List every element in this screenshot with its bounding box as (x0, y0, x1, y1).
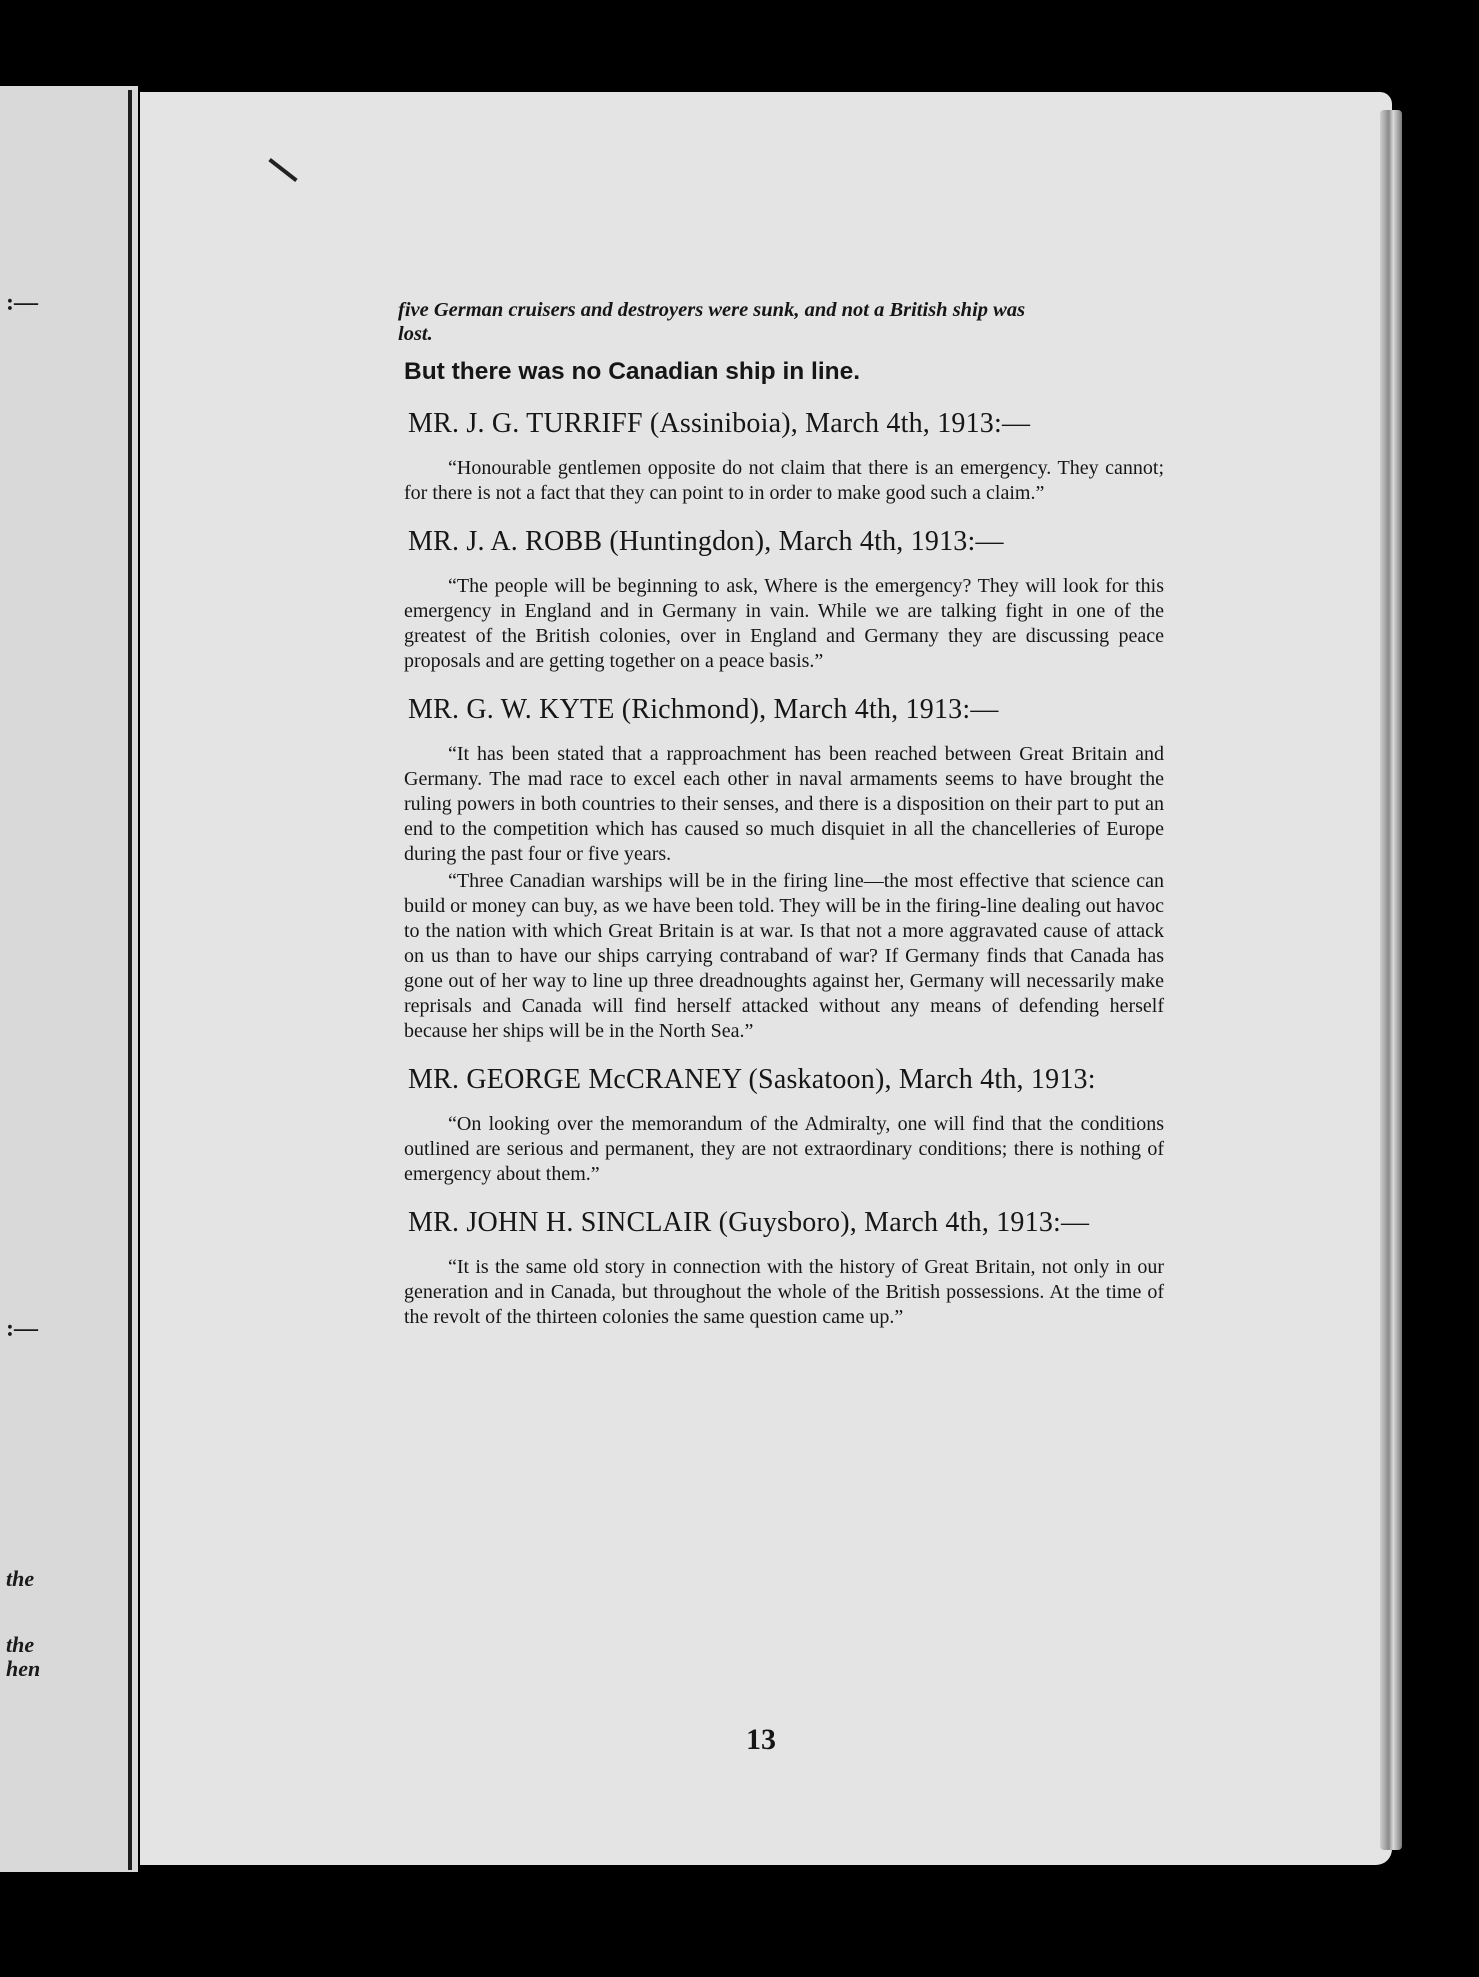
lead-statement: But there was no Canadian ship in line. (404, 358, 861, 385)
facing-page-fragments (0, 0, 138, 1977)
quotations (398, 408, 1198, 1330)
page-stack-edge (1380, 110, 1402, 1850)
speaker-heading: MR. G. W. KYTE (Richmond), March 4th, 1913:— (408, 694, 999, 725)
continued-text-line: lost. (398, 323, 433, 345)
speaker-heading: MR. GEORGE McCRANEY (Saskatoon), March 4th, 1913: (408, 1064, 1096, 1095)
facing-page-fragment: :— (6, 290, 38, 316)
speaker-heading: MR. J. A. ROBB (Huntingdon), March 4th, 1913:— (408, 526, 1004, 557)
quote-paragraph: “On looking over the memorandum of the Admiralty, one will find that the conditions outlined are serious and permanent, they are not extraordinary conditions; there is nothing of emergency about them.” (404, 1113, 1164, 1185)
page-number: 13 (746, 1723, 776, 1756)
quote-paragraph: “The people will be beginning to ask, Where is the emergency? They will look for this emergency in England and in Germany in vain. While we are talking fight in one of the greatest of the British colonies, over in England and Germany they are discussing peace proposals and are getting together on a peace basis.” (404, 575, 1164, 672)
page-body (398, 298, 1198, 1350)
speaker-heading: MR. J. G. TURRIFF (Assiniboia), March 4th, 1913:— (408, 408, 1031, 439)
continued-text-line: five German cruisers and destroyers were sunk, and not a British ship was (398, 299, 1026, 321)
facing-page-fragment: hen (6, 1656, 41, 1681)
quote-paragraph: “Three Canadian warships will be in the firing line—the most effective that science can build or money can buy, as we have been told. They will be in the firing-line dealing out havoc to the nation with which Great Britain is at war. Is that not a more aggravated cause of attack on us than to have our ships carrying contraband of war? If Germany finds that Canada has gone out of her way to line up three dreadnoughts against her, Germany will necessarily make reprisals and Canada will find herself attacked without any means of defending herself because her ships will be in the North Sea.” (404, 870, 1164, 1042)
continued-text (398, 298, 1198, 346)
speaker-heading: MR. JOHN H. SINCLAIR (Guysboro), March 4th, 1913:— (408, 1207, 1090, 1238)
facing-page-fragment: :— (6, 1316, 38, 1342)
quote-paragraph: “Honourable gentlemen opposite do not claim that there is an emergency. They cannot; for there is not a fact that they can point to in order to make good such a claim.” (404, 457, 1164, 504)
facing-page-fragment: the (6, 1566, 35, 1591)
quote-paragraph: “It has been stated that a rapproachment has been reached between Great Britain and Germany. The mad race to excel each other in naval armaments seems to have brought the ruling powers in both countries to their senses, and there is a disposition on their part to put an end to the competition which has caused so much disquiet in all the chancelleries of Europe during the past four or five years. (404, 743, 1164, 865)
quote-paragraph: “It is the same old story in connection with the history of Great Britain, not only in our generation and in Canada, but throughout the whole of the British possessions. At the time of the revolt of the thirteen colonies the same question came up.” (404, 1256, 1164, 1328)
facing-page-fragment: the (6, 1632, 35, 1657)
